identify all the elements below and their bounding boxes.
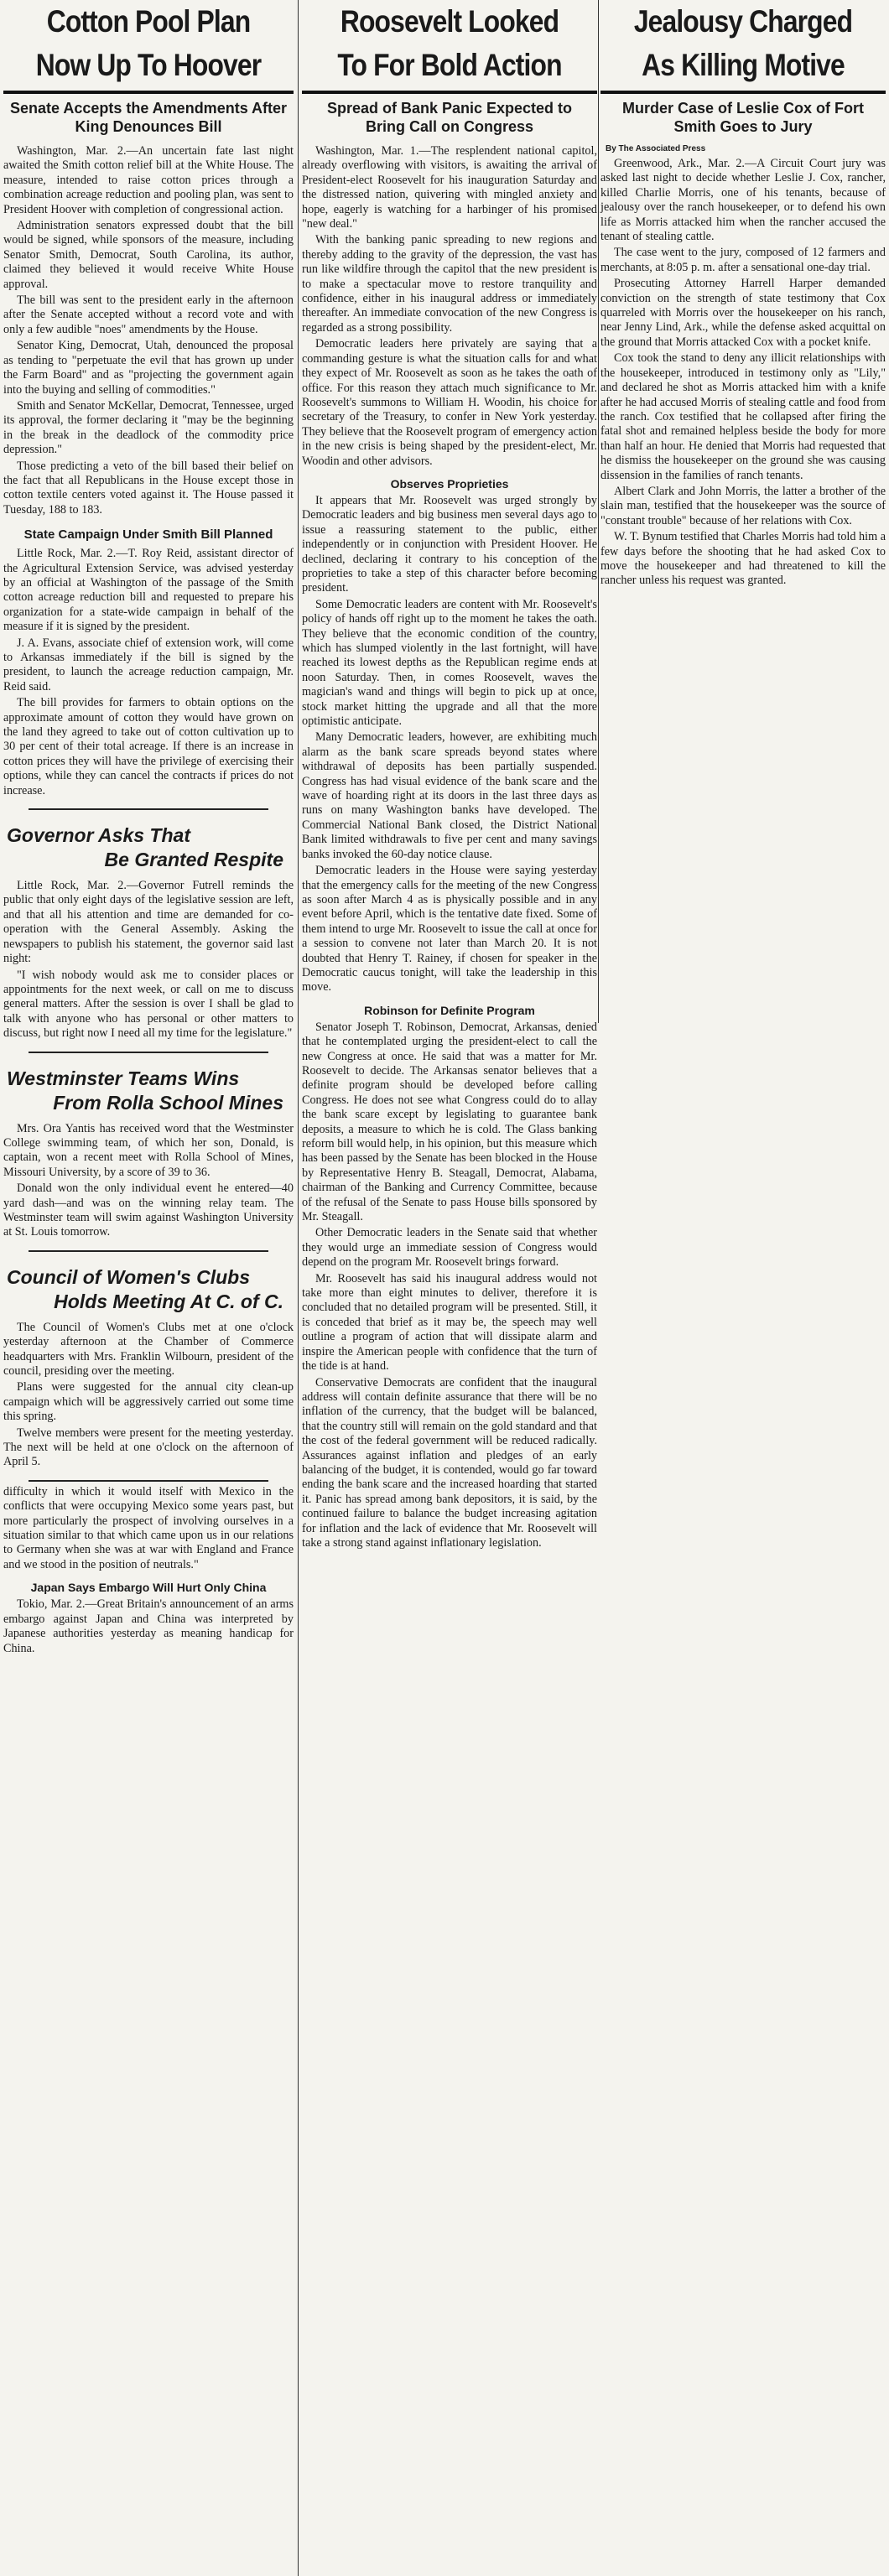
section-head-robinson: Robinson for Definite Program <box>364 1003 535 1017</box>
paragraph: "I wish nobody would ask me to consider places or appointments for the next week, or call on me to discuss general matters. After the session is over I shall be glad to talk with anyone who has personal or other matters to discuss, but right now I need all my time for the legislature." <box>3 968 294 1041</box>
paragraph: Little Rock, Mar. 2.—T. Roy Reid, assistant director of the Agricultural Extension Service, was advised yesterday by an official at Washington of the passage of the Smith cotton acreage reduction bill and requested to prepare his organization for a state-wide campaign in behalf of the measure if it is signed by the president. <box>3 547 294 634</box>
paragraph: Washington, Mar. 1.—The resplendent national capitol, already overflowing with visitors, is awaiting the arrival of President-elect Roosevelt for his inauguration Saturday and the distressed nation, quivering with mingled anxiety and hope, eagerly is watching for a harbinger of his promised "new deal." <box>302 144 597 231</box>
divider <box>29 808 268 810</box>
paragraph: Some Democratic leaders are content with Mr. Roosevelt's policy of hands off right up to the moment he takes the oath. They believe that the economic condition of the country, which has slumped violently in the last fortnight, will have reached its lowest depths as the Republican regime ends at noon Saturday. Then, in comes Roosevelt, waves the magician's wand and things will begin to pick up at once, stock market hitting the upgrade and all that the more optimistic anticipate. <box>302 597 597 729</box>
section-head-proprieties: Observes Proprieties <box>390 476 509 491</box>
headline-line-2: Now Up To Hoover <box>35 48 262 82</box>
paragraph: Donald won the only individual event he entered—40 yard dash—and was on the winning relay team. The Westminster team will swim against Washington University at St. Louis tomorrow. <box>3 1182 294 1239</box>
paragraph: Conservative Democrats are confident that the inaugural address will contain definite assurance that there will be no inflation of the currency, that the budget will be balanced, that the country still will remain on the gold standard and that the cost of the federal government will be reduced radically. Assurances against inflation and pledges of an early balancing of the budget, it is contended, would go far toward ending the bank scare and the increased hoarding that started it. Panic has spread among bank depositors, it is said, by the continued failure to balance the budget increasing agitation for inflation and the lack of evidence that Mr. Roosevelt will take a strong stand against inflationary legislation. <box>302 1375 597 1550</box>
paragraph: Mrs. Ora Yantis has received word that the Westminster College swimming team, of which her son, Donald, is captain, won a recent meet with Rolla School of Mines, Missouri University, by a score of 39 to 36. <box>3 1121 294 1179</box>
paragraph: Albert Clark and John Morris, the latter a brother of the slain man, testified that the housekeeper was the source of "constant trouble" because of her relations with Cox. <box>600 484 886 527</box>
headline-line-1: Governor Asks That <box>7 824 190 847</box>
paragraph: Prosecuting Attorney Harrell Harper demanded conviction on the strength of state testimony that Cox quarreled with Morris over the housekeeper on his ranch, near Jenny Lind, Ark., while the defense asked acquittal on the ground that Morris attacked Cox with a pocket knife. <box>600 277 886 349</box>
headline-line-2: Be Granted Respite <box>104 849 283 871</box>
divider <box>29 1052 268 1053</box>
subhead: Senate Accepts the Amendments After King Denounces Bill <box>9 100 288 135</box>
paragraph: Mr. Roosevelt has said his inaugural address would not take more than eight minutes to deliver, therefore it is concluded that no detailed program will be presented. Still, it is conceded that brief as it may be, the speech may well outline a program of action that will dissipate alarm and inspire the American people with confidence that the turn of the tide is at hand. <box>302 1271 597 1374</box>
paragraph: J. A. Evans, associate chief of extension work, will come to Arkansas immediately if the bill is signed by the president, to launch the acreage reduction campaign, Mr. Reid said. <box>3 636 294 693</box>
divider <box>29 1480 268 1482</box>
article-roosevelt <box>302 0 597 1552</box>
column-rule-right <box>598 0 599 1023</box>
subhead: Murder Case of Leslie Cox of Fort Smith Goes to Jury <box>621 100 865 135</box>
headline-line-1: Roosevelt Looked <box>340 4 559 39</box>
paragraph: Cox took the stand to deny any illicit relationships with the housekeeper, introduced in testimony only as "Lily," and declared he shot as Morris attacked him with a knife after he had accused Morris of stealing cattle and food from the ranch. Cox testified that he collapsed after firing the fatal shot and remained helpless beside the body for more than half an hour. He denied that Morris had requested that he dismiss the housekeeper on the ground she was causing dissension in the families of ranch tenants. <box>600 351 886 482</box>
article-jealousy <box>600 0 886 590</box>
paragraph: Administration senators expressed doubt that the bill would be signed, while sponsors of the measure, including Senator Smith, Democrat, South Carolina, its author, claimed they believed it would receive White House approval. <box>3 219 294 291</box>
headline-rule <box>3 91 294 94</box>
byline: By The Associated Press <box>606 144 706 153</box>
headline-line-2: Holds Meeting At C. of C. <box>54 1290 283 1312</box>
headline-line-2: As Killing Motive <box>642 48 845 82</box>
paragraph: Plans were suggested for the annual city clean-up campaign which will be aggressively carried out some time this spring. <box>3 1380 294 1424</box>
paragraph: The case went to the jury, composed of 12 farmers and merchants, at 8:05 p. m. after a sensational one-day trial. <box>600 246 886 274</box>
headline-line-1: Council of Women's Clubs <box>7 1265 250 1288</box>
paragraph: Senator King, Democrat, Utah, denounced the proposal as tending to "perpetuate the evil that has grown up under the Farm Board" and as "projecting the government again into the buying and selling of commodities." <box>3 339 294 397</box>
paragraph: With the banking panic spreading to new regions and thereby adding to the gravity of the depression, the vast has run like wildfire through the capitol that the new president is to make a spectacular move to restore tranquility and confidence, either in his inaugural address or immediately thereafter. An immediate convocation of the new Congress is regarded as a strong possibility. <box>302 233 597 335</box>
section-head-state-campaign: State Campaign Under Smith Bill Planned <box>23 527 273 543</box>
paragraph: The bill was sent to the president early in the afternoon after the Senate accepted without a record vote and with only a few audible "noes" amendments by the House. <box>3 293 294 336</box>
paragraph: Other Democratic leaders in the Senate said that whether they would urge an immediate session of Congress would depend on the program Mr. Roosevelt brings forward. <box>302 1226 597 1270</box>
headline-line-1: Westminster Teams Wins <box>7 1067 240 1089</box>
paragraph: The bill provides for farmers to obtain options on the approximate amount of cotton they would have grown on the land they agreed to take out of cotton cultivation up to 30 per cent of their total acreage. If there is an increase in cotton prices they will have the privilege of exercising their options, while they can cancel the contracts if prices do not increase. <box>3 696 294 797</box>
paragraph: Democratic leaders in the House were saying yesterday that the emergency calls for the meeting of the new Congress as soon after March 4 as is physically possible and in any event before April, which is the tentative date fixed. Some of them intend to urge Mr. Roosevelt to issue the call at once for a session to convene not later than March 20. It is not doubted that Henry T. Rainey, if chosen for speaker in the Democratic caucus tonight, will take the leadership in this move. <box>302 864 597 995</box>
subhead: Spread of Bank Panic Expected to Bring Call on Congress <box>326 100 573 135</box>
paragraph-continuation: difficulty in which it would itself with Mexico in the conflicts that were occupying Mexico some years past, but more particularly the prospect of involving ourselves in a situation similar to that which came upon us in our relations to Germany when she was at war with England and France and we stood in the position of neutrals." <box>3 1484 294 1571</box>
article-cotton-pool <box>3 0 294 1658</box>
headline-line-1: Cotton Pool Plan <box>46 4 251 39</box>
headline-womens-clubs <box>7 1265 290 1314</box>
paragraph: The Council of Women's Clubs met at one o'clock yesterday afternoon at the Chamber of Commerce headquarters with Mrs. Franklin Wilbourn, president of the council, presiding over the meeting. <box>3 1320 294 1378</box>
headline-governor <box>7 823 290 872</box>
headline-westminster <box>7 1067 290 1115</box>
column-rule-left <box>298 0 299 2576</box>
paragraph: Greenwood, Ark., Mar. 2.—A Circuit Court jury was asked last night to decide whether Leslie J. Cox, rancher, killed Charlie Morris, one of his tenants, because of jealousy over the ranch housekeeper, or to defend his own life as Morris attacked him when the rancher accused the tenant of stealing cattle. <box>600 157 886 244</box>
paragraph: Tokio, Mar. 2.—Great Britain's announcement of an arms embargo against Japan and China was interpreted by Japanese authorities yesterday as meaning handicap for China. <box>3 1597 294 1655</box>
paragraph: Little Rock, Mar. 2.—Governor Futrell reminds the public that only eight days of the legislative session are left, and that all his attention and time are demanded for co-operation with the General Assembly. Asking the newspapers to publish his statement, the governor said last night: <box>3 879 294 966</box>
headline-line-1: Jealousy Charged <box>633 4 853 39</box>
headline-rule <box>302 91 597 94</box>
paragraph: W. T. Bynum testified that Charles Morris had told him a few days before the shooting that he had asked Cox to move the housekeeper and had threatened to kill the rancher unless his request was granted. <box>600 530 886 588</box>
divider <box>29 1250 268 1252</box>
paragraph: Twelve members were present for the meeting yesterday. The next will be held at one o'clock on the afternoon of April 5. <box>3 1426 294 1469</box>
paragraph: Senator Joseph T. Robinson, Democrat, Arkansas, denied that he contemplated urging the president-elect to call the new Congress at once. He said that was a matter for Mr. Roosevelt to decide. The Arkansas senator believes that a definite program should be developed before calling Congress. He does not see what Congress could do to allay the bank scare except by legislating to guarantee bank deposits, a measure to which he is cold. The Glass banking reform bill would help, in his opinion, but this measure which has been passed by the Senate has been blocked in the House by Representative Henry B. Steagall, Democrat, Alabama, chairman of the Banking and Currency Committee, because of the refusal of the Senate to pass House bills sponsored by Mr. Steagall. <box>302 1020 597 1224</box>
headline-line-2: To For Bold Action <box>337 48 562 82</box>
headline-line-2: From Rolla School Mines <box>53 1091 283 1114</box>
paragraph: It appears that Mr. Roosevelt was urged strongly by Democratic leaders and big business men several days ago to issue a reassuring statement to the public, either independently or in conjunction with President Hoover. He declined, declaring it contrary to his conception of the proprieties to take a step of this character before becoming president. <box>302 493 597 595</box>
paragraph: Many Democratic leaders, however, are exhibiting much alarm as the bank scare spreads beyond states where withdrawal of deposits has been partially suspended. Congress has had visual evidence of the bank scare and the wave of hoarding right at its doors in the last three days as runs on many Washington banks have developed. The Commercial National Bank closed, the District National Bank limited withdrawals to five per cent and many savings banks invoked the 60-day notice clause. <box>302 730 597 861</box>
section-head-japan: Japan Says Embargo Will Hurt Only China <box>30 1581 267 1595</box>
paragraph: Smith and Senator McKellar, Democrat, Tennessee, urged its approval, the former declaring it "may be the beginning in the break in the deadlock of the commodity price depression." <box>3 398 294 457</box>
paragraph: Democratic leaders here privately are saying that a commanding gesture is what the situation calls for and what they expect of Mr. Roosevelt as soon as he takes the oath of office. For this reason they attach much significance to Mr. Roosevelt's summons to William H. Woodin, his choice for secretary of the Treasury, to confer in New York yesterday. They believe that the Roosevelt program of emergency action in the new crisis is being shaped by the president-elect, Mr. Woodin and other advisors. <box>302 337 597 468</box>
headline-rule <box>600 91 886 94</box>
paragraph: Washington, Mar. 2.—An uncertain fate last night awaited the Smith cotton relief bill at the White House. The measure, intended to raise cotton prices through a combination acreage reduction and pooling plan, was sent to President Hoover with completion of congressional action. <box>3 144 294 216</box>
paragraph: Those predicting a veto of the bill based their belief on the fact that all Republicans in the House except those in cotton textile centers voted against it. The House passed it Tuesday, 188 to 183. <box>3 459 294 517</box>
